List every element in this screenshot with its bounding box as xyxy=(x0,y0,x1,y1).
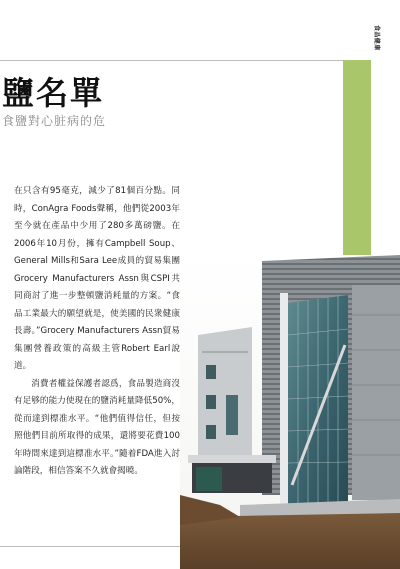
section-label xyxy=(368,25,382,225)
article-title: 鹽名單 xyxy=(2,74,105,112)
article-body xyxy=(14,183,180,481)
section-label-en: FOOD & HEALTH xyxy=(373,55,380,111)
article-paragraph: 在只含有95毫克，減少了81個百分點。同時，ConAgra Foods聲稱，他們從2003年至今就在產品中少用了280多萬磅鹽。在2006年10月份，擁有Campbell Soup、General Mills和Sara Lee成員的貿易集團Grocery Manufacturers Assn與CSPI共同商討了進一步整頓鹽消耗量的方案。“食品工業最大的願望就是，使美國的民衆健康長壽。”Grocery Manufacturers Assn貿易集團營養政策的高級主管Robert Earl說道。 xyxy=(14,186,180,371)
article-paragraph: 消費者權益保護者認爲，食品製造商沒有足够的能力使現在的鹽消耗量降低50%，從而達到標准水平。“他們值得信任，但按照他們目前所取得的成果，還將要花費100年時間來達到這標准水平。”隨着FDA進入討論階段，相信答案不久就會揭曉。 xyxy=(14,378,180,476)
section-label-zh: 食品健康 xyxy=(373,25,380,51)
article-subtitle: 食鹽對心脏病的危 xyxy=(2,114,107,128)
bottom-divider xyxy=(0,546,182,547)
top-divider xyxy=(0,60,343,61)
building-photo xyxy=(180,255,400,569)
section-color-bar xyxy=(343,60,371,255)
